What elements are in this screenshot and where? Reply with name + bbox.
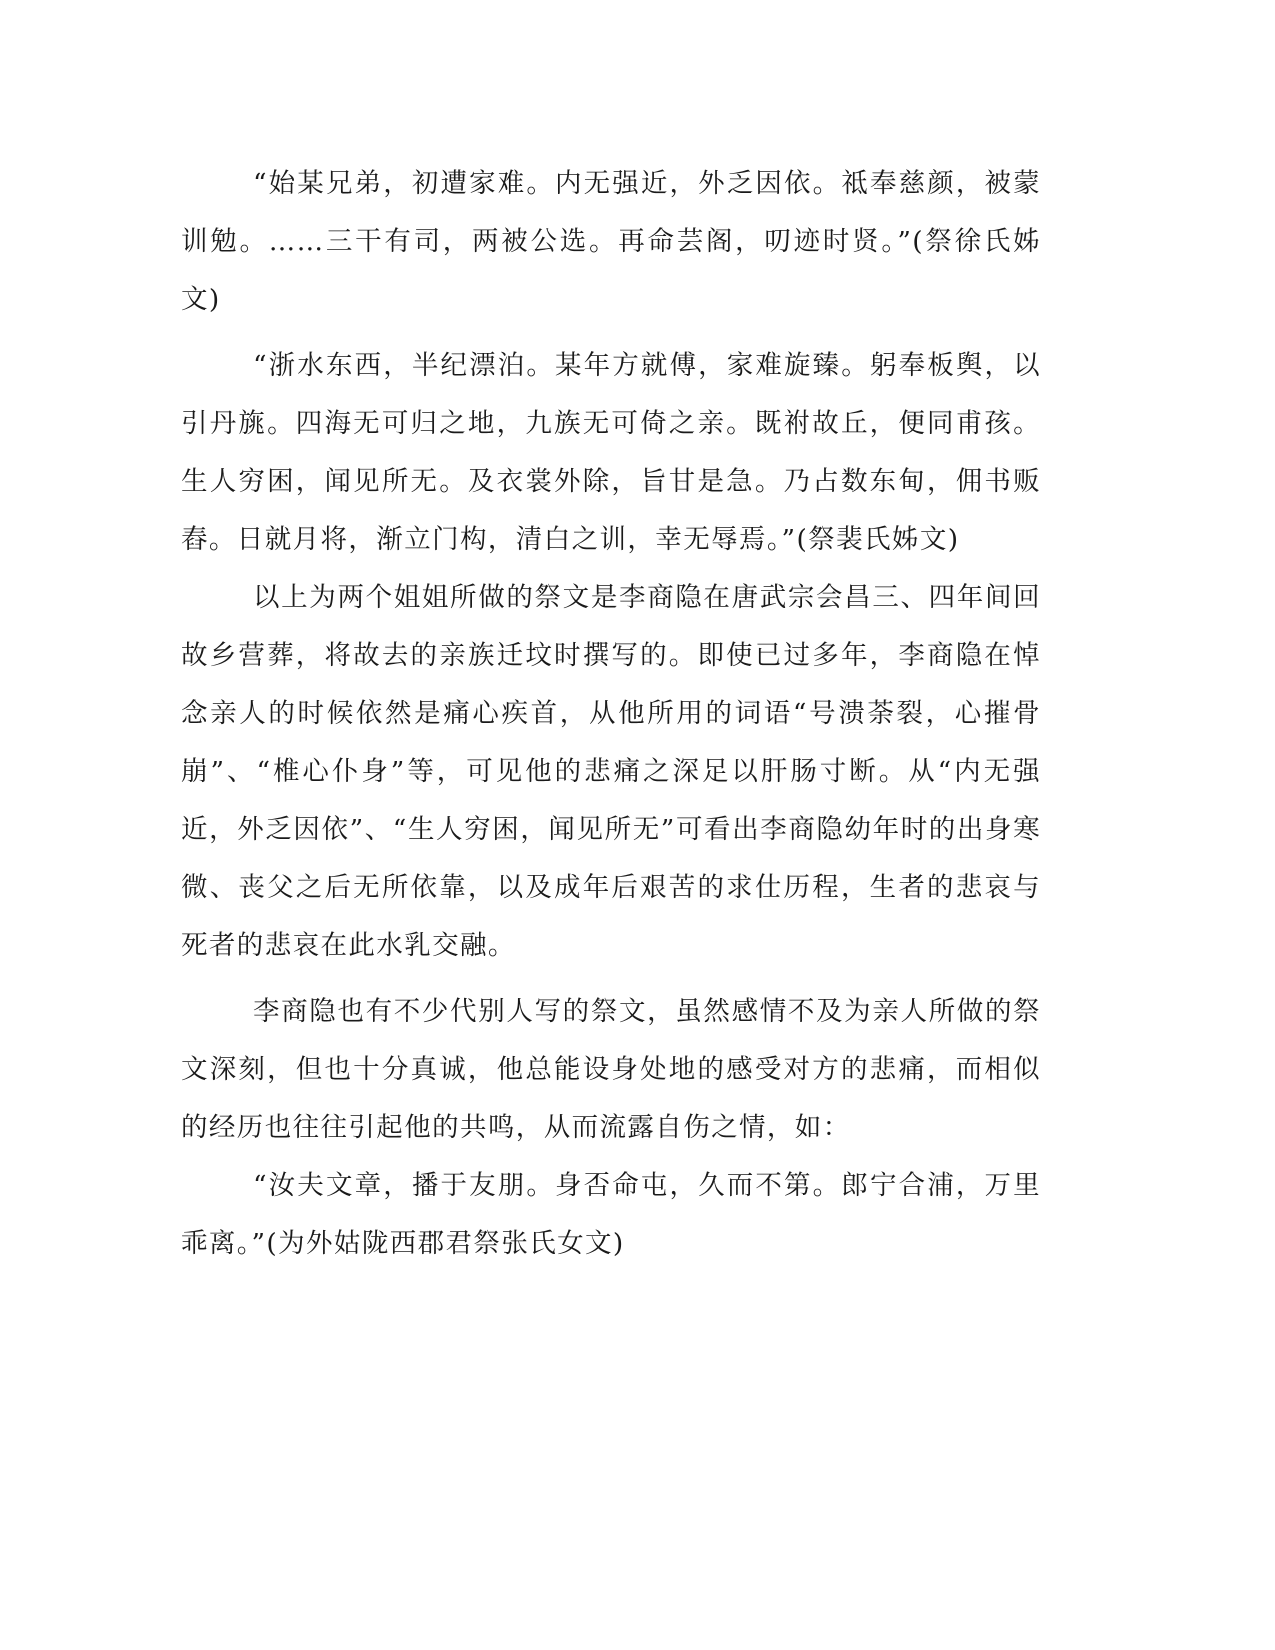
paragraph-quote-zhang: “汝夫文章，播于友朋。身否命屯，久而不第。郎宁合浦，万里乖离。”(为外姑陇西郡君祭张氏女文) [181, 1170, 1041, 1259]
paragraph-quote-xu: “始某兄弟，初遭家难。内无强近，外乏因依。祗奉慈颜，被蒙训勉。……三干有司，两被公选。再命芸阁，叨迹时贤。”(祭徐氏姊文) [181, 168, 1041, 315]
document-body [181, 155, 1041, 1273]
paragraph-quote-pei: “浙水东西，半纪漂泊。某年方就傅，家难旋臻。躬奉板舆，以引丹旐。四海无可归之地，九族无可倚之亲。既祔故丘，便同甫孩。生人穷困，闻见所无。及衣裳外除，旨甘是急。乃占数东甸，佣书贩舂。日就月将，渐立门构，清白之训，幸无辱焉。”(祭裴氏姊文) [181, 350, 1041, 555]
paragraph-commentary: 以上为两个姐姐所做的祭文是李商隐在唐武宗会昌三、四年间回故乡营葬，将故去的亲族迁坟时撰写的。即使已过多年，李商隐在悼念亲人的时候依然是痛心疾首，从他所用的词语“号溃荼裂，心摧骨崩”、“椎心仆身”等，可见他的悲痛之深足以肝肠寸断。从“内无强近，外乏因依”、“生人穷困，闻见所无”可看出李商隐幼年时的出身寒微、丧父之后无所依靠，以及成年后艰苦的求仕历程，生者的悲哀与死者的悲哀在此水乳交融。 [181, 582, 1041, 961]
paragraph-proxy-eulogies: 李商隐也有不少代别人写的祭文，虽然感情不及为亲人所做的祭文深刻，但也十分真诚，他总能设身处地的感受对方的悲痛，而相似的经历也往往引起他的共鸣，从而流露自伤之情，如： [181, 996, 1041, 1143]
